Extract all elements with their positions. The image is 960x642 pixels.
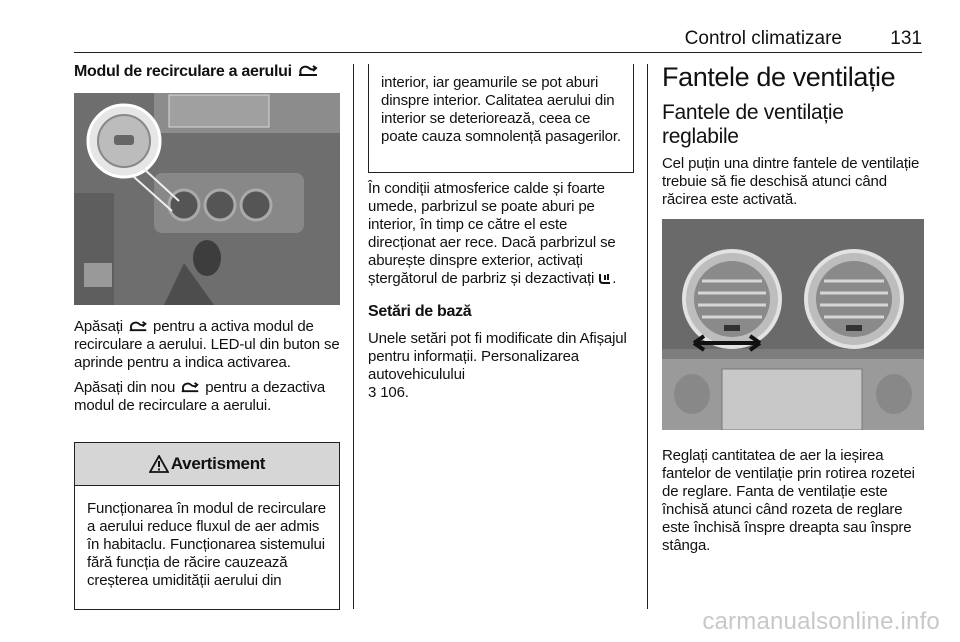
warning-box-continued [368, 64, 634, 173]
paragraph-activate: Apăsați pentru a activa modul de recirculare a aerului. LED-ul din buton se aprinde pentru a indica activarea. [74, 318, 340, 371]
recirculation-icon [179, 381, 201, 394]
basic-settings-heading: Setări de bază [368, 303, 472, 320]
paragraph-settings: Unele setări pot fi modificate din Afișajul pentru informații. Personalizarea autovehiculului 3 106. [368, 330, 627, 401]
dashboard-illustration [74, 93, 340, 305]
air-vents-illustration [662, 219, 924, 430]
recirculation-heading: Modul de recirculare a aerului [74, 63, 340, 81]
watermark: carmanualsonline.info [702, 608, 940, 635]
column-3 [662, 62, 924, 555]
paragraph-deactivate: Apăsați din nou pentru a dezactiva modul de recirculare a aerului. [74, 379, 326, 414]
ac-icon [598, 272, 612, 285]
recirculation-icon [296, 64, 320, 78]
warning-header: Avertisment [75, 442, 339, 486]
air-vents-photo [662, 219, 924, 430]
column-divider-2 [647, 64, 648, 609]
page-ref-symbol: 3 [368, 384, 377, 401]
column-divider-1 [353, 64, 354, 609]
paragraph-fog: În condiții atmosferice calde și foarte umede, parbrizul se poate aburi pe interior, în timp ce către el este direcționat aer rece. Dacă parbrizul se aburește dinspre exterior, activați ștergătorul de parbriz și dezactivați . [368, 180, 617, 287]
column-2 [368, 180, 634, 402]
page-ref[interactable]: 106. [380, 384, 409, 401]
warning-text: Funcționarea în modul de recirculare a aerului reduce fluxul de aer admis în habitaclu. Funcționarea sistemului fără funcția de răcire cauzează creșterea umidității aerului din [87, 500, 326, 589]
warning-text-continued: interior, iar geamurile se pot aburi dinspre interior. Calitatea aerului din interior se deteriorează, ceea ce poate cauza somnolență pasagerilor. [381, 74, 621, 145]
recirculation-icon [127, 320, 149, 333]
warning-triangle-icon [149, 455, 169, 473]
dashboard-photo [74, 93, 340, 305]
paragraph-adjust-vents: Reglați cantitatea de aer la ieșirea fantelor de ventilație prin rotirea rozetei de reglare. Fanta de ventilație este închisă atunci când rozeta de reglare este închisă înspre dreapta sau înspre stânga. [662, 447, 915, 554]
page-number: 131 [890, 28, 922, 49]
section-title: Control climatizare [684, 28, 842, 49]
page-header [74, 26, 922, 53]
section-heading: Fantele de ventilație [662, 62, 896, 92]
paragraph-vents-open: Cel puțin una dintre fantele de ventilație trebuie să fie deschisă atunci când răcirea este activată. [662, 155, 920, 208]
subsection-heading: Fantele de ventilație reglabile [662, 101, 844, 148]
column-1 [74, 52, 340, 415]
warning-box [74, 442, 340, 610]
